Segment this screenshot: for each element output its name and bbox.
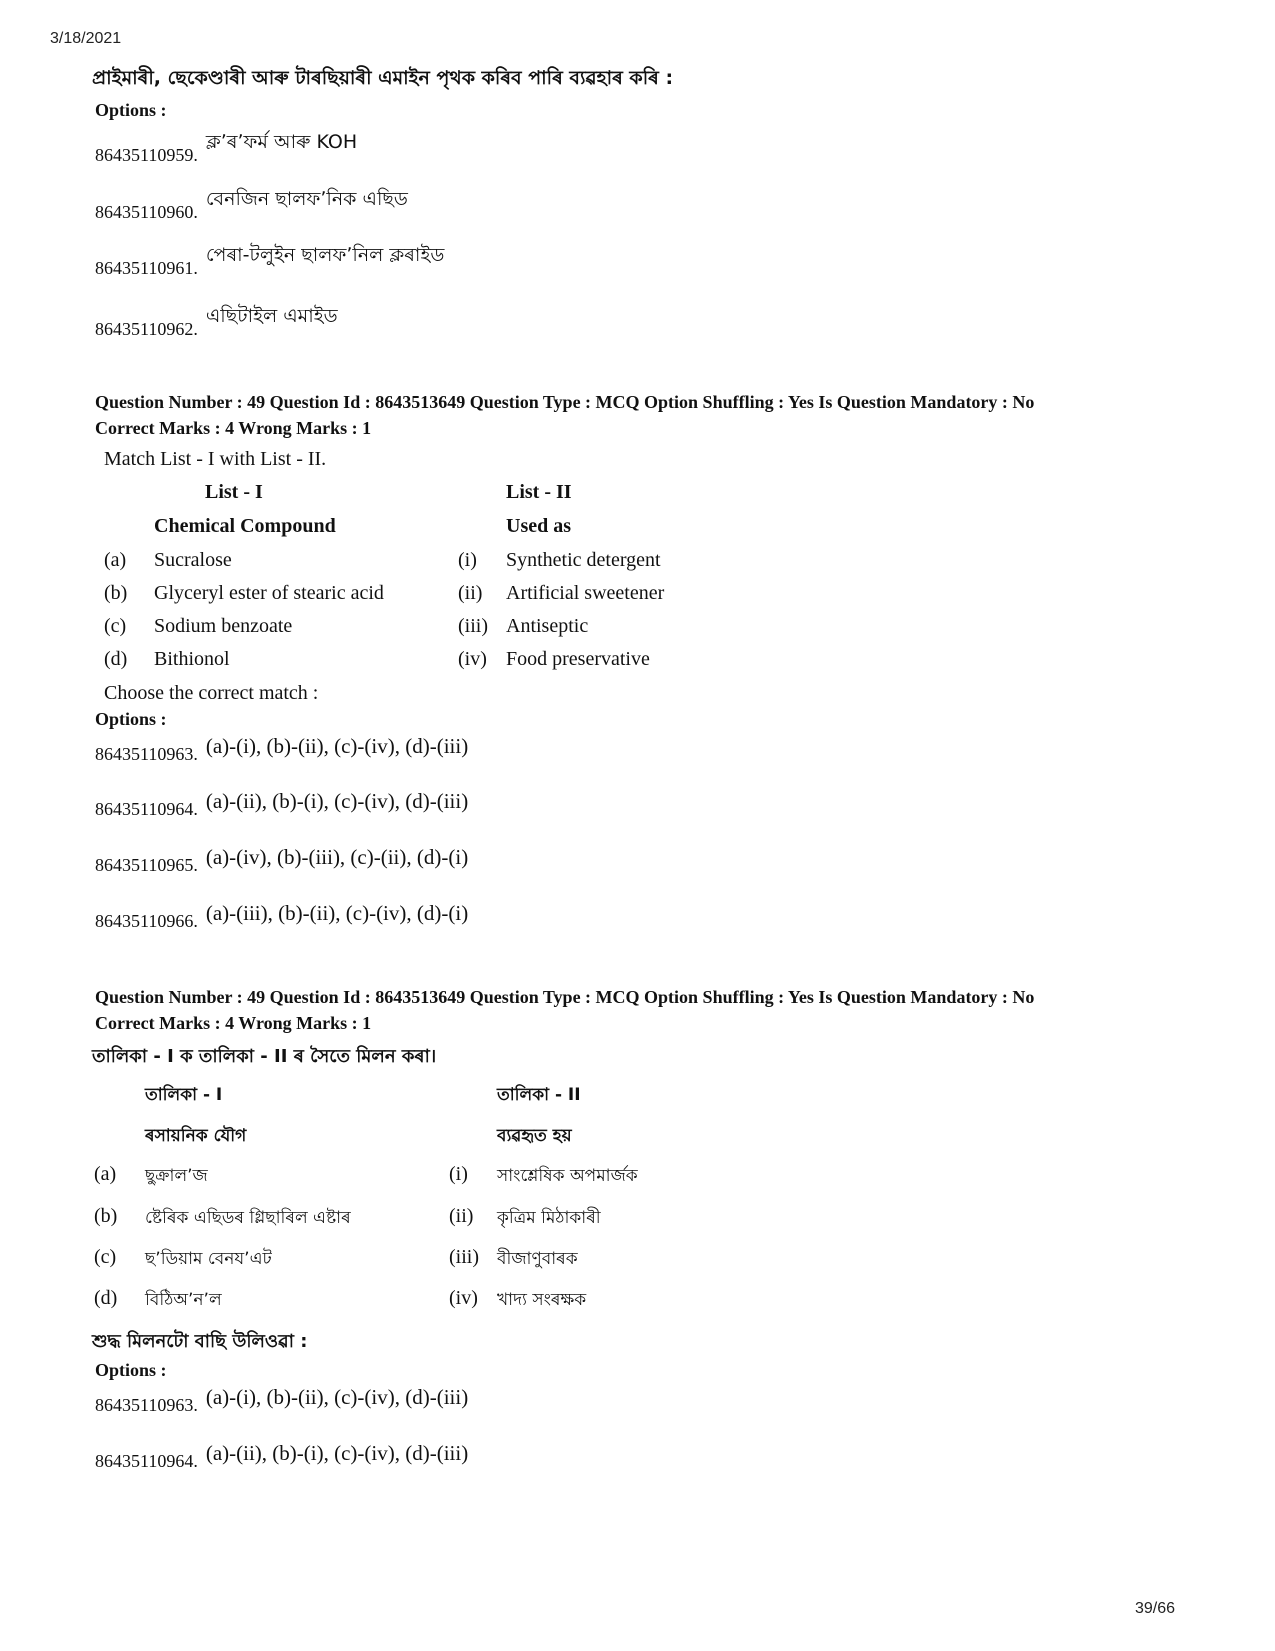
question-meta: Question Number : 49 Question Id : 8643513649 Question Type : MCQ Option Shuffling : Yes Is Question Mandatory : No <box>95 392 1035 412</box>
row-key: (d) <box>104 648 128 670</box>
row-num: (i) <box>458 549 477 571</box>
row-item: Bithionol <box>154 648 230 670</box>
row-use: Food preservative <box>506 648 650 670</box>
row-use: খাদ্য সংৰক্ষক <box>497 1290 587 1310</box>
row-use: Synthetic detergent <box>506 549 661 571</box>
option-id: 86435110964. <box>95 1451 198 1471</box>
row-num: (ii) <box>449 1205 474 1227</box>
option-text: ক্লʼৰʼফৰ্ম আৰু KOH <box>205 131 358 153</box>
option-row[interactable] <box>95 845 469 876</box>
row-key: (c) <box>94 1246 117 1268</box>
option-row[interactable] <box>95 131 358 166</box>
option-row[interactable] <box>95 244 445 279</box>
row-item: Sodium benzoate <box>154 615 293 637</box>
page-number: 39/66 <box>1134 1600 1175 1617</box>
row-key: (d) <box>94 1287 118 1309</box>
row-item: ছʼডিয়াম বেনযʼএট <box>145 1249 272 1269</box>
option-row[interactable] <box>95 1441 469 1472</box>
option-row[interactable] <box>95 1385 469 1416</box>
question-header <box>95 984 1034 1036</box>
page-date: 3/18/2021 <box>50 30 122 47</box>
list1-subtitle: ৰসায়নিক যৌগ <box>145 1126 247 1146</box>
option-id: 86435110964. <box>95 799 198 819</box>
question-header <box>95 389 1034 441</box>
option-text: (a)-(iii), (b)-(ii), (c)-(iv), (d)-(i) <box>205 901 469 925</box>
row-item: ছুক্ৰালʼজ <box>145 1166 208 1186</box>
choose-instruction: Choose the correct match : <box>104 682 319 704</box>
row-key: (b) <box>104 582 128 604</box>
option-id: 86435110966. <box>95 911 198 931</box>
row-num: (iv) <box>458 648 487 670</box>
row-num: (iii) <box>458 615 488 637</box>
row-key: (b) <box>94 1205 118 1227</box>
row-item: Glyceryl ester of stearic acid <box>154 582 384 604</box>
option-row[interactable] <box>95 901 469 932</box>
option-text: (a)-(i), (b)-(ii), (c)-(iv), (d)-(iii) <box>205 1385 469 1409</box>
list2-subtitle: Used as <box>506 515 572 537</box>
row-num: (i) <box>449 1163 468 1185</box>
options-label: Options : <box>95 1360 167 1380</box>
match-intro: তালিকা - I ক তালিকা - II ৰ সৈতে মিলন কৰা। <box>92 1046 437 1067</box>
question-marks: Correct Marks : 4 Wrong Marks : 1 <box>95 1013 372 1033</box>
question-meta: Question Number : 49 Question Id : 8643513649 Question Type : MCQ Option Shuffling : Yes Is Question Mandatory : No <box>95 987 1035 1007</box>
list1-title: তালিকা - I <box>145 1085 223 1105</box>
row-use: কৃত্ৰিম মিঠাকাৰী <box>497 1208 601 1228</box>
list2-subtitle: ব্যৱহৃত হয় <box>497 1126 572 1146</box>
list2-title: List - II <box>506 481 572 503</box>
option-text: (a)-(ii), (b)-(i), (c)-(iv), (d)-(iii) <box>205 1441 469 1465</box>
option-id: 86435110965. <box>95 855 198 875</box>
row-num: (ii) <box>458 582 483 604</box>
row-item: Sucralose <box>154 549 232 571</box>
question-stem: প্ৰাইমাৰী, ছেকেণ্ডাৰী আৰু টাৰছিয়াৰী এমাইন পৃথক কৰিব পাৰি ব্যৱহাৰ কৰি : <box>92 67 674 89</box>
options-label: Options : <box>95 100 167 120</box>
list1-subtitle: Chemical Compound <box>154 515 336 537</box>
row-key: (c) <box>104 615 127 637</box>
option-id: 86435110963. <box>95 1395 198 1415</box>
row-num: (iii) <box>449 1246 479 1268</box>
match-intro: Match List - I with List - II. <box>104 448 327 470</box>
option-id: 86435110961. <box>95 258 198 278</box>
option-text: (a)-(i), (b)-(ii), (c)-(iv), (d)-(iii) <box>205 734 469 758</box>
options-label: Options : <box>95 709 167 729</box>
row-item: ষ্টেৰিক এছিডৰ গ্লিছাৰিল এষ্টাৰ <box>145 1208 351 1228</box>
option-row[interactable] <box>95 305 338 340</box>
row-use: সাংশ্লেষিক অপমাৰ্জক <box>497 1166 638 1186</box>
row-use: Antiseptic <box>506 615 589 637</box>
option-text: (a)-(iv), (b)-(iii), (c)-(ii), (d)-(i) <box>205 845 469 869</box>
row-use: Artificial sweetener <box>506 582 665 604</box>
list2-title: তালিকা - II <box>497 1085 581 1105</box>
option-id: 86435110962. <box>95 319 198 339</box>
option-text: বেনজিন ছালফʼনিক এছিড <box>205 188 408 210</box>
option-row[interactable] <box>95 188 408 223</box>
option-text: এছিটাইল এমাইড <box>205 305 338 327</box>
row-use: বীজাণুবাৰক <box>497 1249 578 1269</box>
option-id: 86435110963. <box>95 744 198 764</box>
option-text: পেৰা-টলুইন ছালফʼনিল ক্লৰাইড <box>205 244 445 266</box>
row-key: (a) <box>104 549 127 571</box>
choose-instruction: শুদ্ধ মিলনটো বাছি উলিওৱা : <box>92 1331 308 1352</box>
option-text: (a)-(ii), (b)-(i), (c)-(iv), (d)-(iii) <box>205 789 469 813</box>
option-row[interactable] <box>95 734 469 765</box>
question-marks: Correct Marks : 4 Wrong Marks : 1 <box>95 418 372 438</box>
row-item: বিঠিঅʼনʼল <box>145 1290 222 1310</box>
list1-title: List - I <box>205 481 263 503</box>
option-id: 86435110959. <box>95 145 198 165</box>
row-num: (iv) <box>449 1287 478 1309</box>
option-id: 86435110960. <box>95 202 198 222</box>
row-key: (a) <box>94 1163 117 1185</box>
option-row[interactable] <box>95 789 469 820</box>
